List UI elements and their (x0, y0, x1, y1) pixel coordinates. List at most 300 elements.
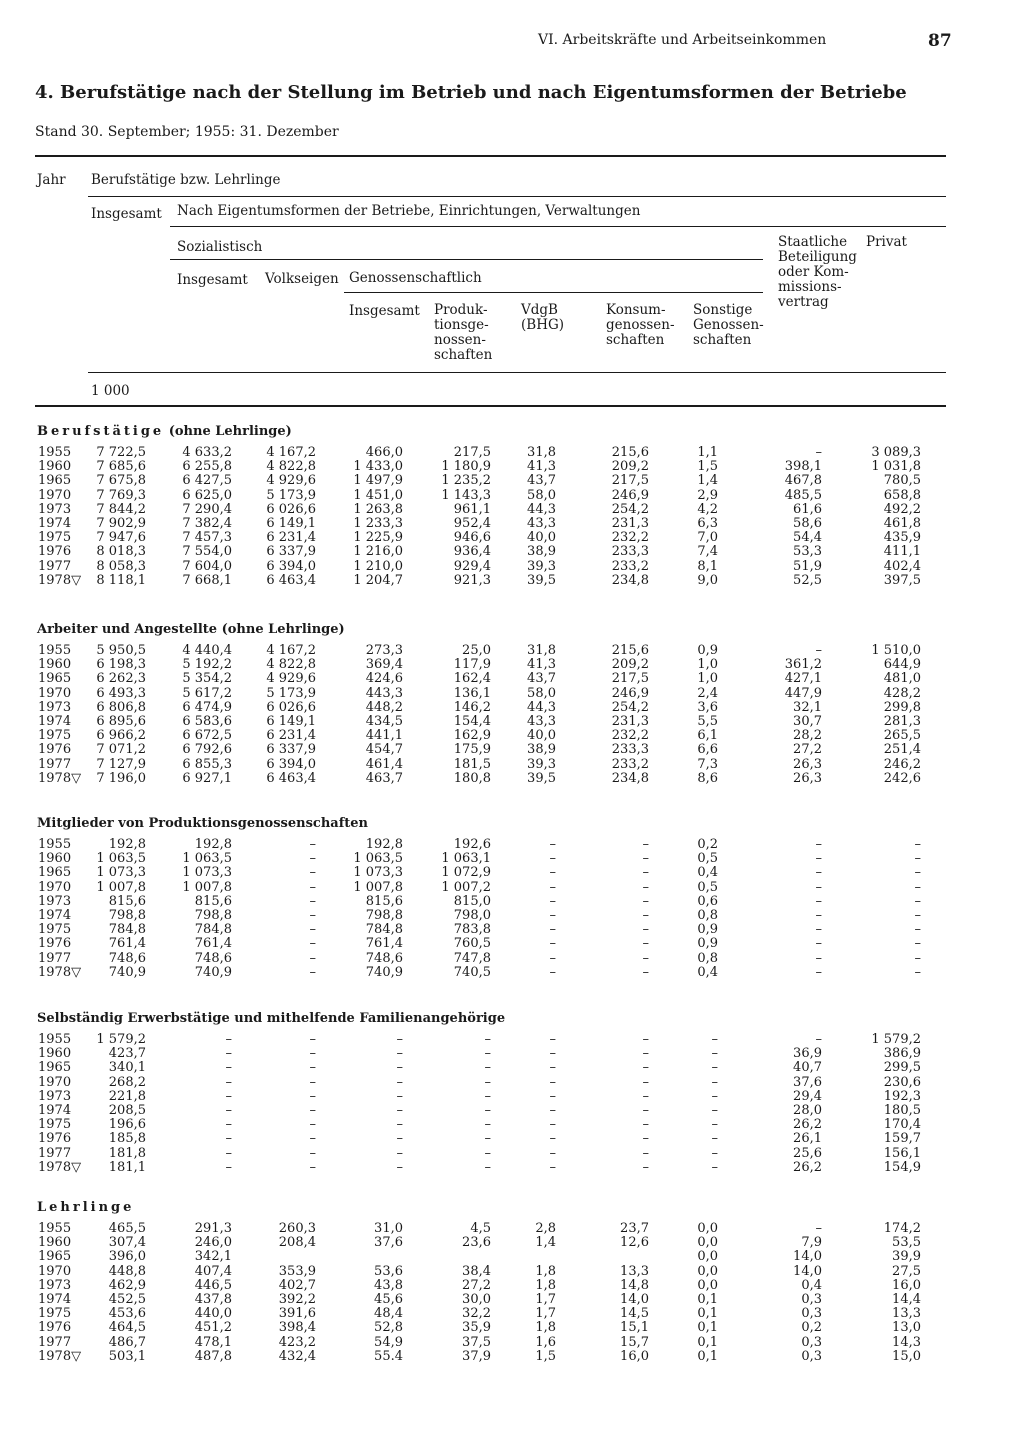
cell-value: – (309, 851, 316, 867)
cell-value: 1 263,8 (353, 501, 403, 517)
cell-value: 13,3 (892, 1306, 921, 1322)
cell-value: 761,4 (108, 936, 146, 952)
cell-value: – (225, 1046, 232, 1062)
cell-value: – (642, 936, 649, 952)
cell-value: – (309, 1060, 316, 1076)
cell-value: 815,6 (194, 893, 232, 909)
header-pg-line: schaften (434, 347, 493, 363)
cell-value: 7,4 (697, 544, 718, 560)
cell-value: 233,3 (611, 544, 649, 560)
cell-value: – (549, 1032, 556, 1047)
cell-value: – (711, 1046, 718, 1062)
cell-value: 441,1 (365, 728, 403, 744)
cell-value: – (225, 1032, 232, 1047)
section-title-text: Lehrlinge (37, 1200, 135, 1215)
cell-value: 0,4 (801, 1277, 822, 1293)
cell-value: – (914, 879, 921, 895)
cell-value: 265,5 (883, 728, 921, 744)
cell-value: 7,0 (697, 530, 718, 546)
cell-value: 40,7 (793, 1060, 822, 1076)
cell-value: 5 192,2 (182, 657, 232, 673)
cell-value: 0,1 (697, 1292, 718, 1307)
table-row (0, 895, 1024, 909)
cell-year: 1977 (38, 558, 72, 574)
cell-value: 7 127,9 (96, 756, 146, 772)
cell-value: 23,7 (620, 1221, 649, 1236)
cell-value: 52,5 (793, 572, 822, 588)
cell-value: 231,3 (611, 516, 649, 531)
header-soz-insgesamt: Insgesamt (177, 272, 248, 288)
cell-year: 1955 (38, 445, 72, 460)
cell-value: 25,0 (462, 643, 491, 658)
cell-value: 230,6 (883, 1074, 921, 1090)
header-pg-line: tionsge- (434, 317, 489, 333)
cell-value: – (484, 1088, 491, 1104)
cell-value: 221,8 (108, 1088, 146, 1104)
cell-value: – (815, 950, 822, 966)
cell-value: 4 822,8 (266, 657, 316, 673)
cell-value: 6 966,2 (96, 728, 146, 744)
cell-value: – (309, 1117, 316, 1133)
cell-value: 4,5 (470, 1221, 491, 1236)
cell-value: 946,6 (453, 530, 491, 546)
cell-value: 7 947,6 (96, 530, 146, 546)
cell-value: 37,6 (374, 1235, 403, 1251)
cell-value: 233,2 (611, 558, 649, 574)
cell-value: 27,5 (892, 1263, 921, 1279)
cell-value: – (225, 1159, 232, 1175)
cell-value: 740,9 (365, 964, 403, 980)
cell-value: – (815, 936, 822, 952)
cell-value: 783,8 (453, 922, 491, 938)
section-title-text: Arbeiter und Angestellte (37, 622, 218, 637)
cell-value: 6 927,1 (182, 770, 232, 786)
cell-value: 4 822,8 (266, 459, 316, 475)
cell-value: 6,3 (697, 516, 718, 531)
cell-value: 246,2 (883, 756, 921, 772)
cell-value: – (549, 1131, 556, 1147)
cell-value: 1,4 (535, 1235, 556, 1251)
cell-year: 1970 (38, 879, 72, 895)
cell-value: 0,4 (697, 964, 718, 980)
cell-value: 6 672,5 (182, 728, 232, 744)
cell-year: 1960 (38, 459, 72, 475)
cell-value: 43,7 (527, 473, 556, 489)
cell-value: 1 007,2 (441, 879, 491, 895)
table-row (0, 503, 1024, 517)
cell-value: 233,3 (611, 742, 649, 758)
cell-value: 423,7 (108, 1046, 146, 1062)
rule-header-bottom (35, 405, 946, 407)
cell-value: 251,4 (883, 742, 921, 758)
cell-value: – (309, 879, 316, 895)
header-staatliche-beteiligung (778, 235, 857, 310)
cell-value: 217,5 (611, 473, 649, 489)
cell-value: 6 198,3 (96, 657, 146, 673)
cell-value: 181,8 (108, 1145, 146, 1161)
cell-value: 209,2 (611, 657, 649, 673)
cell-value: – (815, 922, 822, 938)
cell-value: 38,4 (462, 1263, 491, 1279)
cell-value: 31,0 (374, 1221, 403, 1236)
cell-value: 43,7 (527, 671, 556, 687)
cell-value: 398,1 (784, 459, 822, 475)
cell-value: 407,4 (194, 1263, 232, 1279)
cell-value: – (225, 1088, 232, 1104)
cell-year: 1960 (38, 1235, 72, 1251)
cell-value: 45,6 (374, 1292, 403, 1307)
cell-value: 246,9 (611, 685, 649, 701)
cell-year: 1955 (38, 837, 72, 852)
cell-value: 7 675,8 (96, 473, 146, 489)
running-head: VI. Arbeitskräfte und Arbeitseinkommen (538, 32, 827, 48)
cell-year: 1974 (38, 1292, 72, 1307)
cell-value: 27,2 (793, 742, 822, 758)
cell-value: 51,9 (793, 558, 822, 574)
cell-value: 54,9 (374, 1334, 403, 1350)
cell-value: 2,4 (697, 685, 718, 701)
cell-value: 740,5 (453, 964, 491, 980)
table-row (0, 772, 1024, 786)
cell-value: – (815, 643, 822, 658)
cell-value: 487,8 (194, 1348, 232, 1364)
cell-year: 1976 (38, 1320, 72, 1336)
cell-value: 170,4 (883, 1117, 921, 1133)
cell-value: – (549, 865, 556, 881)
cell-value: 761,4 (365, 936, 403, 952)
cell-value: 2,8 (535, 1221, 556, 1236)
rule-under-berufstaetige (88, 196, 946, 197)
section-title-text: Mitglieder von Produktionsgenossenschaften (37, 816, 369, 831)
cell-year: 1965 (38, 1060, 72, 1076)
top-rule (35, 155, 946, 157)
cell-year: 1978▽ (38, 964, 82, 980)
cell-value: 6 149,1 (266, 714, 316, 729)
cell-value: – (549, 1103, 556, 1118)
cell-value: – (484, 1159, 491, 1175)
cell-year: 1970 (38, 487, 72, 503)
cell-value: 0,0 (697, 1249, 718, 1265)
cell-value: 30,7 (793, 714, 822, 729)
cell-value: 5,5 (697, 714, 718, 729)
cell-value: 0,8 (697, 950, 718, 966)
cell-value: – (642, 865, 649, 881)
cell-value: – (549, 1074, 556, 1090)
cell-value: 32,1 (793, 699, 822, 715)
cell-value: 396,0 (108, 1249, 146, 1265)
cell-value: – (642, 1117, 649, 1133)
cell-value: 37,6 (793, 1074, 822, 1090)
cell-value: 952,4 (453, 516, 491, 531)
cell-value: 32,2 (462, 1306, 491, 1322)
cell-value: 192,3 (883, 1088, 921, 1104)
cell-value: – (549, 1159, 556, 1175)
cell-value: 644,9 (883, 657, 921, 673)
cell-value: 5 354,2 (182, 671, 232, 687)
cell-value: 254,2 (611, 699, 649, 715)
cell-value: 784,8 (194, 922, 232, 938)
cell-value: 6 792,6 (182, 742, 232, 758)
cell-value: 8 118,1 (96, 572, 146, 588)
cell-value: – (309, 908, 316, 923)
cell-year: 1955 (38, 1032, 72, 1047)
cell-value: – (642, 908, 649, 923)
cell-value: 0,3 (801, 1306, 822, 1322)
cell-year: 1978▽ (38, 770, 82, 786)
cell-value: 30,0 (462, 1292, 491, 1307)
table-row (0, 923, 1024, 937)
section-title-arbeiter-angestellte (37, 622, 345, 637)
cell-value: 443,3 (365, 685, 403, 701)
cell-year: 1960 (38, 851, 72, 867)
cell-value: – (711, 1103, 718, 1118)
cell-value: 6 262,3 (96, 671, 146, 687)
cell-value: 3,6 (697, 699, 718, 715)
cell-value: 159,7 (883, 1131, 921, 1147)
cell-value: 14,5 (620, 1306, 649, 1322)
cell-value: 1,8 (535, 1263, 556, 1279)
rule-under-eigentumsformen (170, 226, 946, 227)
cell-value: 14,8 (620, 1277, 649, 1293)
cell-value: 0,0 (697, 1235, 718, 1251)
cell-value: 246,9 (611, 487, 649, 503)
cell-value: 402,7 (278, 1277, 316, 1293)
cell-value: 233,2 (611, 756, 649, 772)
header-staatlich-line: missions- (778, 279, 842, 295)
cell-value: – (309, 1103, 316, 1118)
cell-year: 1977 (38, 1334, 72, 1350)
cell-value: 921,3 (453, 572, 491, 588)
cell-value: 26,1 (793, 1131, 822, 1147)
cell-value: 1 143,3 (441, 487, 491, 503)
cell-value: 0,1 (697, 1306, 718, 1322)
cell-value: 7 290,4 (182, 501, 232, 517)
cell-value: 798,8 (365, 908, 403, 923)
cell-value: – (914, 837, 921, 852)
page-number: 87 (928, 31, 952, 51)
cell-value: 1 451,0 (353, 487, 403, 503)
cell-value: 8,6 (697, 770, 718, 786)
cell-value: 485,5 (784, 487, 822, 503)
cell-value: 8 018,3 (96, 544, 146, 560)
cell-value: 208,5 (108, 1103, 146, 1118)
cell-year: 1976 (38, 742, 72, 758)
cell-value: – (396, 1117, 403, 1133)
cell-value: 38,9 (527, 742, 556, 758)
header-staatlich-line: Beteiligung (778, 249, 857, 265)
cell-value: 26,3 (793, 756, 822, 772)
cell-value: 146,2 (453, 699, 491, 715)
header-konsum-line: Konsum- (606, 302, 666, 318)
cell-value: 180,5 (883, 1103, 921, 1118)
table-row (0, 952, 1024, 966)
cell-value: 465,5 (108, 1221, 146, 1236)
cell-value: 13,0 (892, 1320, 921, 1336)
cell-value: 0,2 (697, 837, 718, 852)
cell-value: – (309, 865, 316, 881)
cell-value: 215,6 (611, 445, 649, 460)
cell-value: – (309, 1159, 316, 1175)
cell-value: 0,5 (697, 879, 718, 895)
cell-value: 1 497,9 (353, 473, 403, 489)
cell-value: 154,4 (453, 714, 491, 729)
cell-value: – (642, 1103, 649, 1118)
cell-value: 462,9 (108, 1277, 146, 1293)
header-pg-line: nossen- (434, 332, 486, 348)
cell-value: 43,3 (527, 516, 556, 531)
cell-value: 9,0 (697, 572, 718, 588)
table-row (0, 446, 1024, 460)
header-volkseigen: Volkseigen (265, 271, 339, 287)
cell-value: – (309, 964, 316, 980)
cell-value: 447,9 (784, 685, 822, 701)
cell-value: 58,0 (527, 685, 556, 701)
cell-value: 232,2 (611, 728, 649, 744)
table-row (0, 1118, 1024, 1132)
cell-value: – (225, 1060, 232, 1076)
cell-value: 38,9 (527, 544, 556, 560)
table-row (0, 560, 1024, 574)
cell-value: 39,3 (527, 756, 556, 772)
cell-value: 5 173,9 (266, 487, 316, 503)
cell-value: – (711, 1145, 718, 1161)
table-row (0, 1350, 1024, 1364)
cell-value: 402,4 (883, 558, 921, 574)
table-subtitle: Stand 30. September; 1955: 31. Dezember (35, 124, 339, 140)
cell-value: – (309, 1145, 316, 1161)
cell-value: 5 617,2 (182, 685, 232, 701)
cell-value: 0,3 (801, 1334, 822, 1350)
rule-under-genossenschaftlich (344, 292, 763, 293)
cell-value: 0,6 (697, 893, 718, 909)
rule-above-unit (88, 372, 946, 373)
cell-value: – (396, 1074, 403, 1090)
table-row (0, 701, 1024, 715)
cell-value: – (642, 1145, 649, 1161)
cell-value: 41,3 (527, 657, 556, 673)
cell-value: 61,6 (793, 501, 822, 517)
cell-value: 7 668,1 (182, 572, 232, 588)
cell-value: 397,5 (883, 572, 921, 588)
cell-value: 1 063,5 (353, 851, 403, 867)
table-row (0, 838, 1024, 852)
cell-value: 437,8 (194, 1292, 232, 1307)
cell-value: 423,2 (278, 1334, 316, 1350)
cell-value: 1 235,2 (441, 473, 491, 489)
cell-year: 1973 (38, 501, 72, 517)
cell-value: 16,0 (892, 1277, 921, 1293)
cell-year: 1974 (38, 908, 72, 923)
cell-value: 162,9 (453, 728, 491, 744)
cell-value: 180,8 (453, 770, 491, 786)
cell-value: – (309, 950, 316, 966)
cell-value: 268,2 (108, 1074, 146, 1090)
cell-value: – (484, 1074, 491, 1090)
cell-value: 481,0 (883, 671, 921, 687)
cell-value: 452,5 (108, 1292, 146, 1307)
table-row (0, 729, 1024, 743)
cell-value: 53,5 (892, 1235, 921, 1251)
cell-year: 1960 (38, 657, 72, 673)
cell-value: – (309, 837, 316, 852)
cell-value: 4 167,2 (266, 445, 316, 460)
cell-year: 1965 (38, 473, 72, 489)
table-row (0, 1222, 1024, 1236)
cell-value: – (711, 1088, 718, 1104)
cell-value: 4 167,2 (266, 643, 316, 658)
cell-value: 7,3 (697, 756, 718, 772)
cell-value: 217,5 (453, 445, 491, 460)
cell-value: 6 337,9 (266, 544, 316, 560)
cell-value: 0,9 (697, 936, 718, 952)
cell-value: 0,3 (801, 1292, 822, 1307)
cell-value: 798,8 (194, 908, 232, 923)
header-staatlich-line: Staatliche (778, 234, 848, 250)
cell-value: 36,9 (793, 1046, 822, 1062)
cell-value: 760,5 (453, 936, 491, 952)
cell-value: 6,1 (697, 728, 718, 744)
cell-value: 6 583,6 (182, 714, 232, 729)
cell-value: 39,9 (892, 1249, 921, 1265)
cell-value: – (711, 1032, 718, 1047)
cell-value: 463,7 (365, 770, 403, 786)
cell-value: 7 554,0 (182, 544, 232, 560)
table-row (0, 715, 1024, 729)
table-row (0, 1161, 1024, 1175)
cell-value: 0,1 (697, 1348, 718, 1364)
cell-year: 1973 (38, 893, 72, 909)
header-vdgb-line: VdgB (521, 302, 558, 318)
cell-value: 0,1 (697, 1320, 718, 1336)
cell-value: – (642, 851, 649, 867)
cell-value: 44,3 (527, 501, 556, 517)
cell-value: 1 210,0 (353, 558, 403, 574)
cell-value: – (815, 1221, 822, 1236)
cell-year: 1974 (38, 516, 72, 531)
header-berufstaetige: Berufstätige bzw. Lehrlinge (91, 172, 281, 188)
cell-value: – (642, 1032, 649, 1047)
cell-value: 4,2 (697, 501, 718, 517)
cell-value: 1 233,3 (353, 516, 403, 531)
cell-value: – (309, 922, 316, 938)
cell-value: 7 902,9 (96, 516, 146, 531)
table-row (0, 881, 1024, 895)
cell-value: 117,9 (453, 657, 491, 673)
cell-value: 291,3 (194, 1221, 232, 1236)
cell-value: 29,4 (793, 1088, 822, 1104)
cell-value: – (642, 1088, 649, 1104)
cell-value: 798,0 (453, 908, 491, 923)
cell-value: – (396, 1088, 403, 1104)
cell-value: – (484, 1032, 491, 1047)
table-row (0, 1265, 1024, 1279)
cell-value: 260,3 (278, 1221, 316, 1236)
cell-value: 28,2 (793, 728, 822, 744)
cell-value: 658,8 (883, 487, 921, 503)
cell-value: 424,6 (365, 671, 403, 687)
header-konsumgenossenschaften (606, 303, 675, 348)
cell-value: 1 063,1 (441, 851, 491, 867)
cell-value: – (549, 1145, 556, 1161)
rule-under-sozialistisch (170, 259, 763, 260)
cell-year: 1973 (38, 699, 72, 715)
cell-value: – (914, 936, 921, 952)
cell-year: 1975 (38, 1117, 72, 1133)
cell-value: 299,5 (883, 1060, 921, 1076)
table-row (0, 517, 1024, 531)
header-staatlich-line: oder Kom- (778, 264, 849, 280)
cell-value: 162,4 (453, 671, 491, 687)
